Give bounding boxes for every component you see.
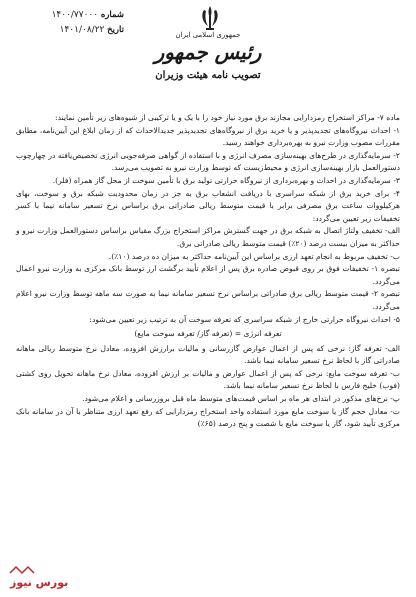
note-1: تبصره ۱- تخفیفات فوق بر روی قبوض صادره برق پس از اعلام تأیید برگشت ارز توسط بانک مرکزی به وزارت نیرو اعمال می‌گردد.: [16, 264, 400, 286]
watermark-logo-icon: [8, 565, 38, 575]
clause-1: ۱- احداث نیروگاه‌های تجدیدپذیر و یا خرید برق از نیروگاه‌های تجدیدپذیر جدیدالاحداث که از زمان ابلاغ این آیین‌نامه، مطابق مقررات مصوب وزارت نیرو به بهره‌برداری خواهند رسید.: [16, 125, 400, 148]
iran-emblem-icon: [198, 4, 222, 32]
letterhead: [120, 30, 296, 84]
resolution-title: تصویب نامه هیئت وزیران: [155, 70, 261, 81]
note-2: تبصره ۲- قیمت متوسط ریالی برق صادراتی براساس نرخ تسعیر سامانه نیما به صورت سه ماهه توسط وزارت نیرو اعلام می‌گردد.: [16, 289, 400, 311]
clause-4: ۴- برای خرید برق از شبکه سراسری با دریافت انشعاب برق به جز در زمان محدودیت شبکه برق و سوخت، بهای هرکیلووات ساعت برق مصرفی برابر با قیمت متوسط ریالی صادراتی برق براساس نرخ تسعیر سامانه نیما با کسر تخفیفات زیر تعیین می‌گردد:: [16, 188, 400, 223]
energy-tariff-formula: تعرفه انرژی = (تعرفه گاز/ تعرفه سوخت مایع): [134, 329, 282, 339]
date-value: ۱۴۰۱/۰۸/۲۲: [59, 25, 105, 35]
date-label: تاریخ: [107, 25, 124, 35]
number-row: [14, 8, 124, 23]
clause-3: ۳- سرمایه‌گذاری در احداث و بهره‌برداری از نیروگاه حرارتی تولید برق با تأمین سوخت از محل گاز همراه (فلر).: [52, 175, 400, 185]
clause-5-te: ت- معادل حجم گاز یا سوخت مایع مورد استفاده واحد استخراج رمزدارایی که رفع تعهد ارزی متناظر با آن در سامانه بانک مرکزی تأیید شود، گاز یا سوخت مایع با شصت و پنج درصد (۶۵٪): [16, 406, 400, 429]
number-label: شماره: [100, 10, 124, 20]
clause-4-be: ب- تخفیف مربوط به انجام تعهد ارزی براساس این آیین‌نامه حداکثر به میزان ده درصد (۱۰٪).: [108, 251, 400, 261]
clause-5-pe: پ- نرخ‌های مذکور در ابتدای هر ماه بر اساس قیمت‌های متوسط ماه قبل بروزرسانی و اعلام می‌شود.: [82, 394, 400, 404]
clause-4-alef: الف- تخفیف ولتاژ اتصال به شبکه برق در جهت گسترش مراکز استخراج بزرگ مقیاس براساس دستورالعمل وزارت نیرو و حداکثر به میزان بیست درصد (۲۰٪) قیمت متوسط ریالی صادراتی برق.: [16, 226, 400, 248]
president-title: رئیس جمهور: [154, 40, 262, 64]
clause-5-alef: الف- تعرفه گاز: نرخی که پس از اعمال عوارض گازرسانی و مالیات برارزش افزوده، معادل نرخ متوسط ریالی ماهانه صادراتی گاز با لحاظ نرخ تسعیر سامانه نیما باشد.: [16, 343, 400, 366]
number-value: ۱۴۰۰/۷۷۰۰۰: [51, 10, 99, 20]
clause-2: ۲- سرمایه‌گذاری در طرح‌های بهینه‌سازی مصرف انرژی و با استفاده از گواهی صرفه‌جویی انرژی تخصیص‌یافته در چهارچوب دستورالعمل بازار بهینه‌سازی انرژی و محیط‌زیست که توسط وزارت نیرو به تصویب می‌رسد.: [16, 150, 400, 173]
letter-meta: [14, 8, 124, 38]
clause-5-be: ب- تعرفه سوخت مایع: نرخی که پس از اعمال عوارض و مالیات بر ارزش افزوده، معادل نرخ ماهانه تحویل روی کشتی (فوب) خلیج فارس با لحاظ نرخ تسعیر سامانه نیما باشد.: [16, 368, 400, 391]
watermark-text: بورس نیوز: [10, 576, 69, 589]
clause-5: ۵- احداث نیروگاه حرارتی خارج از شبکه سراسری که تعرفه سوخت آن به ترتیب زیر تعیین می‌شود:: [89, 314, 400, 324]
date-row: [14, 23, 124, 38]
republic-label: جمهوری اسلامی ایران: [175, 31, 241, 39]
decree-body: [16, 112, 400, 431]
article-7: ماده ۷- مراکز استخراج رمزدارایی مجازند برق مورد نیاز خود را با یک و یا ترکیبی از شیوه‌های زیر تأمین نمایند:: [55, 113, 400, 122]
